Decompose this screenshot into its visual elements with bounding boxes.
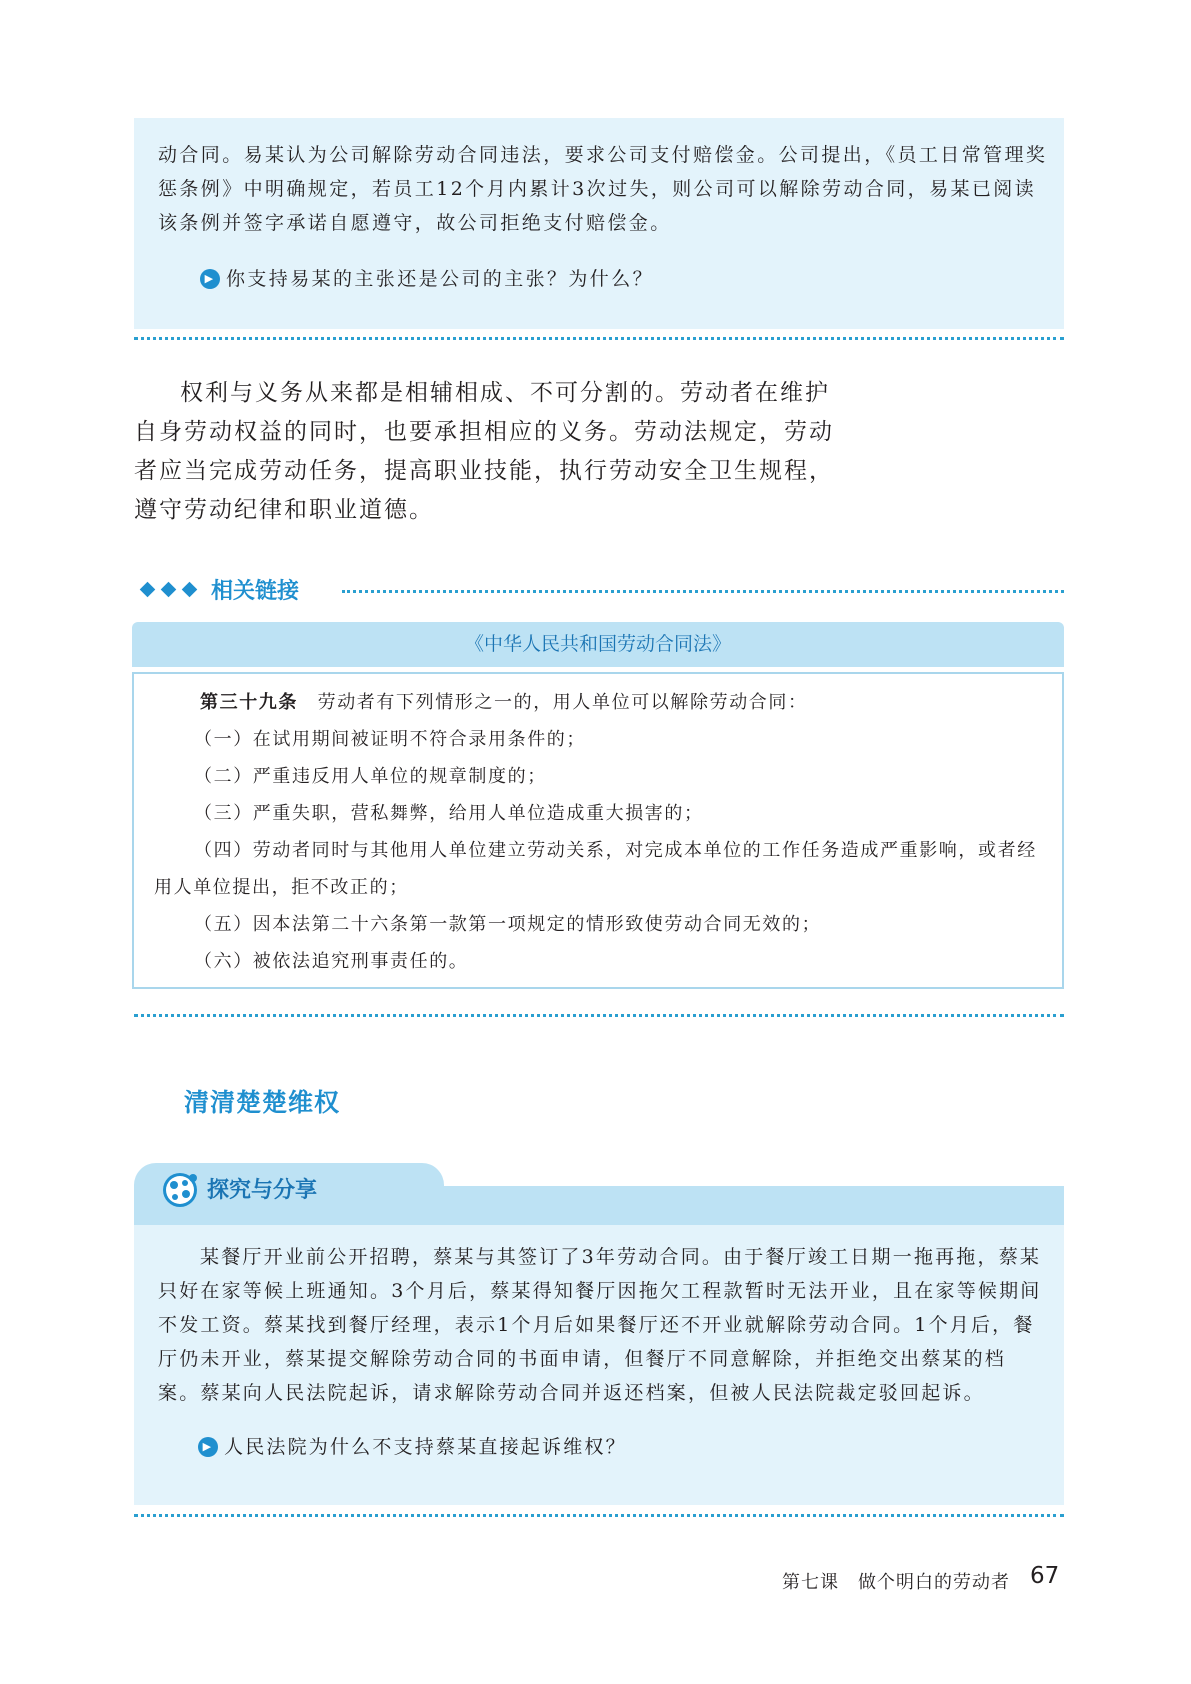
explore-icon — [160, 1170, 200, 1214]
law-item: （六）被依法追究刑事责任的。 — [194, 951, 469, 972]
case-question — [200, 262, 1048, 296]
divider-dotted — [134, 1014, 1064, 1017]
divider-dotted — [134, 1514, 1064, 1517]
law-item: （二）严重违反用人单位的规章制度的； — [194, 766, 547, 787]
explore-content — [158, 1240, 1048, 1464]
case-question-text: 你支持易某的主张还是公司的主张？为什么？ — [226, 268, 655, 290]
law-content — [154, 684, 1044, 980]
section-heading: 清清楚楚维权 — [184, 1088, 341, 1117]
related-link-title: 相关链接 — [211, 579, 300, 604]
case-box-content — [158, 138, 1048, 296]
law-item: （一）在试用期间被证明不符合录用条件的； — [194, 729, 586, 750]
divider-dotted — [134, 337, 1064, 340]
body-paragraph: 权利与义务从来都是相辅相成、不可分割的。劳动者在维护自身劳动权益的同时，也要承担相应的义务。劳动法规定，劳动者应当完成劳动任务，提高职业技能，执行劳动安全卫生规程，遵守劳动纪律和职业道德。 — [134, 380, 834, 523]
explore-question — [198, 1430, 1048, 1464]
law-title: 《中华人民共和国劳动合同法》 — [132, 622, 1064, 667]
explore-paragraph: 某餐厅开业前公开招聘，蔡某与其签订了3年劳动合同。由于餐厅竣工日期一拖再拖，蔡某只好在家等候上班通知。3个月后，蔡某得知餐厅因拖欠工程款暂时无法开业，且在家等候期间不发工资。蔡某找到餐厅经理，表示1个月后如果餐厅还不开业就解除劳动合同。1个月后，餐厅仍未开业，蔡某提交解除劳动合同的书面申请，但餐厅不同意解除，并拒绝交出蔡某的档案。蔡某向人民法院起诉，请求解除劳动合同并返还档案，但被人民法院裁定驳回起诉。 — [158, 1246, 1042, 1404]
diamond-icon — [140, 582, 156, 598]
arrow-right-icon: ▶ — [198, 1437, 218, 1457]
article-label: 第三十九条 — [200, 692, 298, 713]
article-intro: 劳动者有下列情形之一的，用人单位可以解除劳动合同： — [317, 692, 808, 713]
arrow-right-icon: ▶ — [200, 269, 220, 289]
law-item: （四）劳动者同时与其他用人单位建立劳动关系，对完成本单位的工作任务造成严重影响，或者经用人单位提出，拒不改正的； — [154, 840, 1037, 898]
page-number: 67 — [1030, 1563, 1060, 1589]
related-link-header — [142, 574, 299, 605]
explore-question-text: 人民法院为什么不支持蔡某直接起诉维权？ — [224, 1436, 627, 1458]
law-item: （五）因本法第二十六条第一款第一项规定的情形致使劳动合同无效的； — [194, 914, 822, 935]
explore-title: 探究与分享 — [207, 1178, 318, 1203]
diamond-icon — [161, 582, 177, 598]
footer-lesson-title: 第七课 做个明白的劳动者 — [782, 1572, 1010, 1593]
divider-dotted — [342, 590, 1064, 593]
diamond-icon — [182, 582, 198, 598]
article-line — [154, 684, 1044, 721]
law-item: （三）严重失职，营私舞弊，给用人单位造成重大损害的； — [194, 803, 704, 824]
case-paragraph: 动合同。易某认为公司解除劳动合同违法，要求公司支付赔偿金。公司提出，《员工日常管理奖惩条例》中明确规定，若员工12个月内累计3次过失，则公司可以解除劳动合同，易某已阅读该条例并签字承诺自愿遵守，故公司拒绝支付赔偿金。 — [158, 144, 1048, 234]
